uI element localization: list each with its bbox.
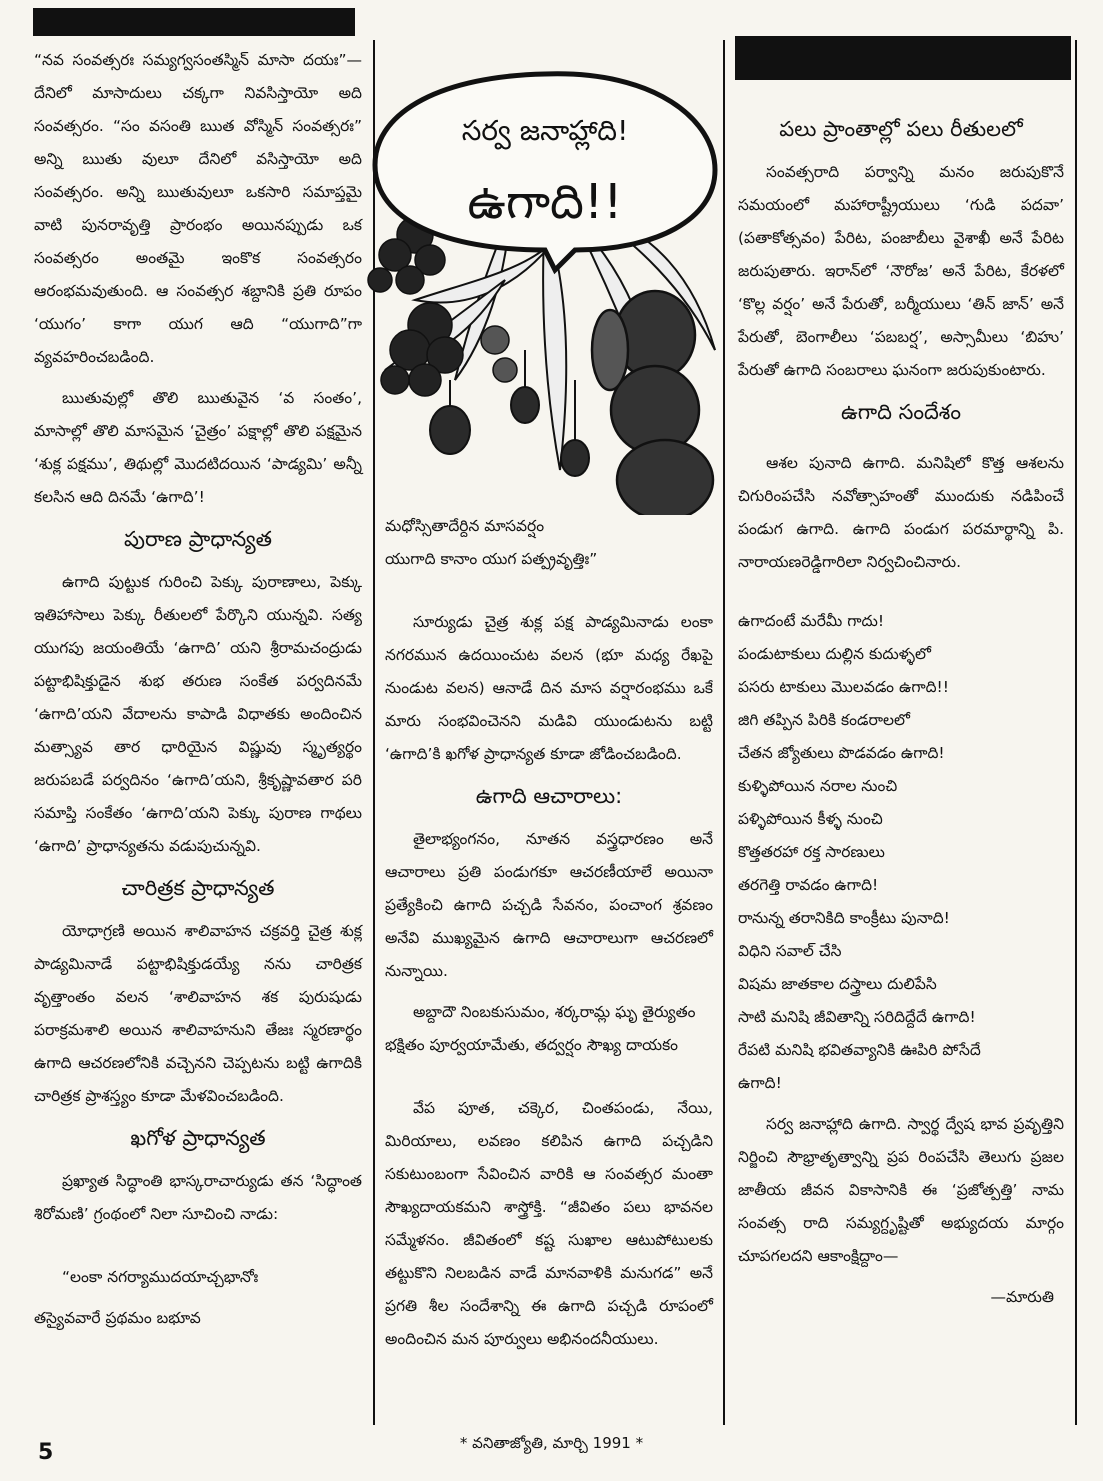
- paragraph-conclusion: సర్వ జనాహ్లాది ఉగాది. స్వార్థ ద్వేష భావ ప్రవృత్తిని నిర్జించి సౌభ్రాతృత్వాన్ని ప్రప రింపచేసి తెలుగు ప్రజల జాతీయ జీవన వికాసానికి ఈ ‘ప్రజోత్పత్తి’ నామ సంవత్స రాది సమ్యగ్దృష్టితో అభ్యుదయ మార్గం చూపగలదని ఆకాంక్షిద్దాం—: [738, 1115, 1064, 1265]
- heading-ugadi-customs: ఉగాది ఆచారాలు:: [475, 784, 623, 808]
- heading-ugadi-message: ఉగాది సందేశం: [840, 400, 961, 424]
- page-footer: * వనితాజ్యోతి, మార్చి 1991 *: [459, 1434, 644, 1452]
- poem-line: విషమ జాతకాల దస్త్రాలు దులిపేసి: [738, 975, 937, 993]
- poem-line: ఉగాదంటే మరేమీ గాదు!: [738, 612, 885, 630]
- paragraph-astronomical: ప్రఖ్యాత సిద్ధాంతి భాస్కరాచార్యుడు తన ‘సిద్ధాంత శిరోమణి’ గ్రంథంలో నిలా సూచించి నాడు:: [34, 1172, 362, 1223]
- column-rule-right: [1075, 40, 1077, 1425]
- poem-line: కొత్తతరహా రక్త సారణులు: [738, 843, 885, 861]
- poem-line: ఉగాది!: [738, 1074, 782, 1092]
- poem-line: రానున్న తరానికిది కాంక్రీటు పునాది!: [738, 909, 950, 927]
- ugadi-illustration: [355, 50, 730, 515]
- poem: [738, 605, 1064, 1100]
- paragraph-sun-rise: సూర్యుడు చైత్ర శుక్ల పక్ష పాడ్యమినాడు లంకా నగరమున ఉదయించుట వలన (భూ మధ్య రేఖపై నుండుట వలన) ఆనాడే దిన మాస వర్షారంభము ఒకే మారు సంభవించెనని మడివి యుండుటను బట్టి ‘ఉగాది’కి ఖగోళ ప్రాధాన్యత కూడా జోడించబడింది.: [385, 613, 713, 763]
- paragraph-regional: సంవత్సరాది పర్వాన్ని మనం జరుపుకొనే సమయంలో మహారాష్ట్రీయులు ‘గుడి పదవా’ (పతాకోత్సవం) పేరిట, పంజాబీలు వైశాఖీ అనే పేరిట జరుపుతారు. ఇరాన్‌లో ‘నౌరోజ’ అనే పేరిట, కేరళలో ‘కొల్ల వర్షం’ అనే పేరుతో, బర్మీయులు ‘తిన్ జాన్’ అనే పేరుతో, బెంగాలీలు ‘పబబర్ష’, అస్సామీలు ‘బిహు’ పేరుతో ఉగాది సంబరాలు ఘనంగా జరుపుకుంటారు.: [738, 163, 1064, 379]
- column-2: [385, 510, 713, 1364]
- poem-line: పండుటాకులు దుల్లిన కుదుళ్ళలో: [738, 645, 931, 663]
- poem-line: విధిని సవాల్ చేసి: [738, 942, 842, 960]
- paragraph-pachadi: వేప పూత, చక్కెర, చింతపండు, నేయి, మిరియాలు, లవణం కలిపిన ఉగాది పచ్చడిని సకుటుంబంగా సేవించిన వారికి ఆ సంవత్సర మంతా సౌఖ్యదాయకమని శాస్త్రోక్తి. “జీవితం పలు భావనల సమ్మేళనం. జీవితంలో కష్ట సుఖాల ఆటుపోటులకు తట్టుకొని నిలబడిన వాడే మానవాళికి మనుగడ” అనే ప్రగతి శీల సందేశాన్ని ఈ ఉగాది పచ్చడి రూపంలో అందించిన మన పూర్వులు అభినందనీయులు.: [385, 1099, 713, 1348]
- mango-fruit-icon: [592, 291, 713, 515]
- banner-line-1: సర్వ జనాహ్లాది!: [461, 114, 629, 147]
- paragraph-intro: “నవ సంవత్సరః సమ్యగ్వసంతస్మిన్ మాసా దయః”— దేనిలో మాసాదులు చక్కగా నివసిస్తాయో అది సంవత్సరం. “సం వసంతి ఋత వోస్మిన్ సంవత్సరః” అన్ని ఋతు వులూ దేనిలో వసిస్తాయో అది సంవత్సరం. అన్ని ఋతువులూ ఒకసారి సమాప్తమై వాటి పునరావృత్తి ప్రారంభం అయినప్పుడు ఒక సంవత్సరం అంతమై ఇంకొక సంవత్సరం ఆరంభమవుతుంది. ఆ సంవత్సర శబ్దానికి ప్రతి రూపం ‘యుగం’ కాగా యుగ ఆది “యుగాది”గా వ్యవహరించబడింది.: [34, 51, 362, 366]
- poem-line: కుళ్ళిపోయిన నరాల నుంచి: [738, 777, 898, 795]
- verse-line-4: యుగాది కానాం యుగ పత్ప్రవృత్తిః”: [385, 550, 598, 568]
- poem-line: పళ్ళిపోయిన కీళ్ళ నుంచి: [738, 810, 883, 828]
- heading-puranic-importance: పురాణ ప్రాధాన్యత: [124, 527, 272, 551]
- poem-line: సాటి మనిషి జీవితాన్ని సరిదిద్దేదే ఉగాది!: [738, 1008, 976, 1026]
- paragraph-first-day: ఋతువుల్లో తొలి ఋతువైన ‘వ సంతం’, మాసాల్లో తొలి మాసమైన ‘చైత్రం’ పక్షాల్లో తొలి పక్షమైన ‘శుక్ల పక్షము’, తిథుల్లో మొదటిదయిన ‘పాడ్యమి’ అన్నీ కలసిన ఆది దినమే ‘ఉగాది’!: [34, 389, 362, 506]
- author-signature: —మారుతి: [990, 1288, 1054, 1306]
- heading-astronomical-importance: ఖగోళ ప్రాధాన్యత: [130, 1126, 266, 1150]
- verse-line-5: అబ్దాదౌ నింబకుసుమం, శర్కరామ్ల ఘృ తైర్యుతం: [413, 1003, 696, 1021]
- column-3: [738, 108, 1064, 1314]
- paragraph-customs: తైలాభ్యంగనం, నూతన వస్త్రధారణం అనే ఆచారాలు ప్రతి పండుగకూ ఆచరణీయాలే అయినా ప్రత్యేకించి ఉగాది పచ్చడి సేవనం, పంచాంగ శ్రవణం అనేవి ముఖ్యమైన ఉగాది ఆచారాలుగా ఆచరణలో నున్నాయి.: [385, 830, 713, 980]
- verse-line-2: తస్యైవవారే ప్రథమం బభూవ: [34, 1309, 201, 1327]
- paragraph-historical: యోధాగ్రణి అయిన శాలివాహన చక్రవర్తి చైత్ర శుక్ల పాడ్యమినాడే పట్టాభిషిక్తుడయ్యే నను చారిత్రక వృత్తాంతం వలన ‘శాలివాహన శక పురుషుడు పరాక్రమశాలి అయిన శాలివాహనుని తేజః స్మరణార్థం ఉగాది ఆచరణలోనికి వచ్చెనని చెప్పటను బట్టి ఉగాదికి చారిత్రక ప్రాశస్త్యం కూడా మేళవించబడింది.: [34, 922, 362, 1105]
- paragraph-message: ఆశల పునాది ఉగాది. మనిషిలో కొత్త ఆశలను చిగురింపచేసి నవోత్సాహంతో ముందుకు నడిపించే పండుగ ఉగాది. ఉగాది పండుగ పరమార్థాన్ని పి. నారాయణరెడ్డిగారిలా నిర్వచించినారు.: [738, 454, 1064, 571]
- top-right-bar: [735, 36, 1071, 80]
- poem-line: జిగి తప్పిన పిరికి కండరాలలో: [738, 711, 910, 729]
- heading-historical-importance: చారిత్రక ప్రాధాన్యత: [121, 876, 275, 900]
- verse-line-3: మధోస్సితాదేర్దిన మాసవర్షం: [385, 517, 545, 535]
- heading-regional-customs: పలు ప్రాంతాల్లో పలు రీతులలో: [779, 117, 1023, 141]
- banner-line-2: ఉగాది!!: [467, 174, 623, 230]
- top-left-bar: [33, 8, 355, 36]
- verse-line-6: భక్షితం పూర్వయామేతు, తద్వర్షం సౌఖ్య దాయకం: [385, 1036, 679, 1054]
- poem-line: పసరు టాకులు మొలవడం ఉగాది!!: [738, 678, 949, 696]
- page-number: 5: [38, 1440, 54, 1465]
- column-1: [34, 44, 362, 1343]
- poem-line: తరగెత్తి రావడం ఉగాది!: [738, 876, 879, 894]
- poem-line: చేతన జ్యోతులు పొడవడం ఉగాది!: [738, 744, 945, 762]
- paragraph-puranic: ఉగాది పుట్టుక గురించి పెక్కు పురాణాలు, పెక్కు ఇతిహాసాలు పెక్కు రీతులలో పేర్కొని యున్నవి. సత్య యుగపు జయంతియే ‘ఉగాది’ యని శ్రీరామచంద్రుడు పట్టాభిషిక్తుడైన శుభ తరుణ సంకేత పర్వదినమే ‘ఉగాది’యని వేదాలను కాపాడి విధాతకు అందించిన మత్స్యావ తార ధారియైన విష్ణువు స్మృత్యర్థం జరుపబడే పర్వదినం ‘ఉగాది’యని, శ్రీకృష్ణావతార పరి సమాప్తి సంకేతం ‘ఉగాది’యని పెక్కు పురాణ గాథలు ‘ఉగాది’ ప్రాధాన్యతను వడుపుచున్నవి.: [34, 573, 362, 855]
- poem-line: రేపటి మనిషి భవితవ్యానికి ఊపిరి పోసేదే: [738, 1041, 981, 1059]
- verse-line-1: “లంకా నగర్యాముదయాచ్చభానోః: [62, 1268, 259, 1286]
